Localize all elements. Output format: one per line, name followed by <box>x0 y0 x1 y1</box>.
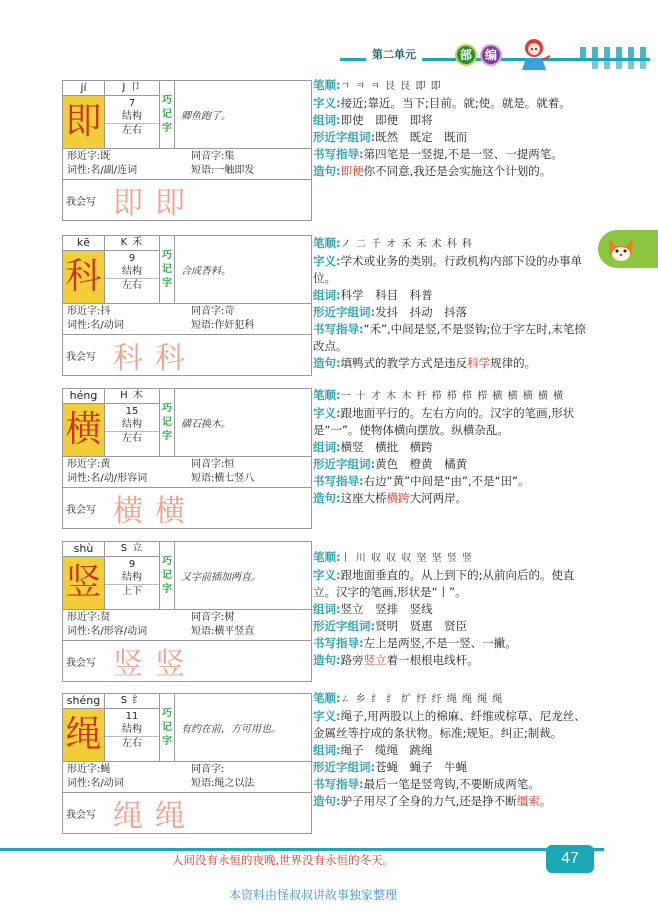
char-card-ke <box>62 235 312 376</box>
writing-guide: 最后一笔是竖弯钩,不要断成两笔。 <box>363 777 540 791</box>
part-of-speech: 词性:名/动词 <box>67 320 124 331</box>
phrase: 短语:一触即发 <box>191 165 255 176</box>
similar-char: 形近字:贤 <box>67 612 111 623</box>
sentence-highlight: 即便 <box>340 164 364 178</box>
page-number: 47 <box>546 845 594 873</box>
header-pattern-2 <box>586 61 652 69</box>
phrase: 短语:作奸犯科 <box>191 320 255 331</box>
sentence-rest: 着一根根电线杆。 <box>386 653 479 667</box>
meaning: 绳子,用两股以上的棉麻、纤维或棕草、尼龙丝、金属丝等拧成的条状物。标准;规矩。纠正;制裁。 <box>313 709 586 740</box>
pinyin: shéng <box>63 694 104 709</box>
phrase: 短语:横平竖直 <box>191 626 255 637</box>
detail-panel-ji: 笔顺:ㄱ ㅋ ㅋ 艮 艮 即 即 字义:接近;靠近。当下;目前。就;使。就是。就着。 组词:即使 即便 即将 形近字组词:既然 既定 既而 书写指导:第四笔是一竖提,不是一竖、一提两笔。 造句:即便你不同意,我还是会实施这个计划的。 <box>313 78 571 178</box>
mnemonic: 合成香料。 <box>174 236 311 303</box>
sentence-pre: 路旁 <box>340 653 364 667</box>
word-combos: 横竖 横批 横跨 <box>340 440 433 454</box>
pinyin: héng <box>63 389 104 404</box>
word-combos: 科学 科目 科普 <box>340 288 433 302</box>
qiao-ji-zi-label: 巧 记 字 <box>162 402 172 442</box>
similar-char-words: 发抖 抖动 抖落 <box>375 305 468 319</box>
stroke-count: 11 <box>125 711 139 722</box>
mnemonic: 卿鱼跑了。 <box>174 81 311 148</box>
practice-char: 竖 <box>113 647 143 682</box>
homophone: 同音字: <box>191 764 225 775</box>
stroke-order: 丨 川 収 収 収 坚 坚 竖 竖 <box>340 553 474 564</box>
structure-type: 左右 <box>105 736 159 761</box>
write-label: 我会写 <box>66 196 96 208</box>
write-label: 我会写 <box>66 504 96 516</box>
practice-char: 科 <box>155 341 185 376</box>
similar-char: 形近字:蝇 <box>67 764 111 775</box>
write-label: 我会写 <box>66 809 96 821</box>
main-character: 绳 <box>63 709 104 761</box>
similar-char-words: 黄色 橙黄 橘黄 <box>375 457 468 471</box>
index-radical: S 纟 <box>105 694 159 709</box>
homophone: 同音字:恒 <box>191 459 235 470</box>
main-character: 科 <box>63 251 104 303</box>
index-radical: H 木 <box>105 389 159 404</box>
side-tab <box>598 230 658 268</box>
main-character: 即 <box>63 96 104 148</box>
mnemonic: 有约在前，方可用也。 <box>174 694 311 761</box>
badge-bu: 部 <box>455 44 477 66</box>
index-radical: K 禾 <box>105 236 159 251</box>
sentence-rest: 规律的。 <box>490 356 537 370</box>
structure-label: 结构 <box>122 419 142 430</box>
main-character: 竖 <box>63 557 104 609</box>
header-pattern <box>580 47 646 61</box>
stroke-order: 一 十 才 木 木 杆 栉 栉 栉 栉 横 横 横 横 横 <box>340 391 565 402</box>
char-card-heng <box>62 388 312 529</box>
structure-label: 结构 <box>122 266 142 277</box>
index-radical: J 卩 <box>105 81 159 96</box>
qiao-ji-zi-label: 巧 记 字 <box>162 94 172 134</box>
stroke-order: ㄥ 乡 纟 纟 纩 纾 纾 绳 绳 绳 绳 <box>340 694 504 705</box>
similar-char-words: 既然 既定 既而 <box>375 130 468 144</box>
part-of-speech: 词性:名/动/形容词 <box>67 473 148 484</box>
qiao-ji-zi-label: 巧 记 字 <box>162 249 172 289</box>
practice-char: 科 <box>113 341 143 376</box>
practice-char: 横 <box>113 494 143 529</box>
word-combos: 即使 即便 即将 <box>340 113 433 127</box>
part-of-speech: 词性:名/形容/动词 <box>67 626 148 637</box>
structure-label: 结构 <box>122 724 142 735</box>
detail-panel-sheng: 笔顺:ㄥ 乡 纟 纟 纩 纾 纾 绳 绳 绳 绳 字义:绳子,用两股以上的棉麻、纤维或棕草、尼龙丝、金属丝等拧成的条状物。标准;规矩。纠正;制裁。 组词:绳子 缆绳 跳绳 形近字组词:苍蝇 蝇子 牛蝇 书写指导:最后一笔是竖弯钩,不要断成两笔。 造句:驴子用尽了全身的力气,还是挣不断缰索。 <box>313 691 586 808</box>
stroke-order: ㄱ ㅋ ㅋ 艮 艮 即 即 <box>340 81 442 92</box>
structure-label: 结构 <box>122 111 142 122</box>
meaning: 学术或业务的类别。行政机构内部下设的办事单位。 <box>313 254 583 285</box>
structure-label: 结构 <box>122 572 142 583</box>
phrase: 短语:横七竖八 <box>191 473 255 484</box>
stroke-order: ノ 二 千 オ 禾 禾 术 科 科 <box>340 239 474 250</box>
similar-char: 形近字:黄 <box>67 459 111 470</box>
detail-panel-ke: 笔顺:ノ 二 千 オ 禾 禾 术 科 科 字义:学术或业务的类别。行政机构内部下设的办事单位。 组词:科学 科目 科普 形近字组词:发抖 抖动 抖落 书写指导:“禾”,中间是竖,不是竖钩;位于字左时,末笔捺改点。 造句:填鸭式的教学方式是违反科学规律的。 <box>313 236 586 370</box>
detail-panel-heng: 笔顺:一 十 才 木 木 杆 栉 栉 栉 栉 横 横 横 横 横 字义:跟地面平行的。左右方向的。汉字的笔画,形状是“一”。使物体横向摆放。纵横杂乱。 组词:横竖 横批 横跨 形近字组词:黄色 橙黄 橘黄 书写指导:右边“黄”中间是“由”,不是“田”。 造句:这座大桥横跨大河两岸。 <box>313 388 575 505</box>
stroke-count: 7 <box>128 98 136 109</box>
mnemonic: 磺石换木。 <box>174 389 311 456</box>
sentence-rest: 大河两岸。 <box>409 491 468 505</box>
qiao-ji-zi-label: 巧 记 字 <box>162 707 172 747</box>
sentence-highlight: 科学 <box>467 356 491 370</box>
part-of-speech: 词性:名/副/连词 <box>67 165 138 176</box>
word-combos: 竖立 竖排 竖线 <box>340 602 433 616</box>
writing-guide: 右边“黄”中间是“由”,不是“田”。 <box>363 474 530 488</box>
detail-panel-shu: 笔顺:丨 川 収 収 収 坚 坚 竖 竖 字义:跟地面垂直的。从上到下的;从前向后的。使直立。汉字的笔画,形状是“丨”。 组词:竖立 竖排 竖线 形近字组词:贤明 贤惠 贤臣 书写指导:左上是两竖,不是一竖、一撇。 造句:路旁竖立着一根根电线杆。 <box>313 550 575 667</box>
footer-credit: 本资料由怪叔叔讲故事独家整理 <box>229 888 398 902</box>
part-of-speech: 词性:名/动词 <box>67 778 124 789</box>
structure-type: 上下 <box>105 584 159 609</box>
practice-char: 竖 <box>155 647 185 682</box>
pinyin: shù <box>63 542 104 557</box>
structure-type: 左右 <box>105 278 159 303</box>
meaning: 跟地面平行的。左右方向的。汉字的笔画,形状是“一”。使物体横向摆放。纵横杂乱。 <box>313 406 575 437</box>
footer-quote: 人间没有永恒的夜晚,世界没有永恒的冬天。 <box>172 853 395 867</box>
similar-char-words: 贤明 贤惠 贤臣 <box>375 619 468 633</box>
practice-char: 即 <box>155 186 185 221</box>
mascot-icon <box>516 36 552 72</box>
mnemonic: 又字前插加两直。 <box>174 542 311 609</box>
index-radical: S 立 <box>105 542 159 557</box>
similar-char-words: 苍蝇 蝇子 牛蝇 <box>375 760 468 774</box>
sentence-rest: 。 <box>539 794 552 808</box>
stroke-count: 15 <box>125 406 139 417</box>
meaning: 跟地面垂直的。从上到下的;从前向后的。使直立。汉字的笔画,形状是“丨”。 <box>313 568 575 599</box>
homophone: 同音字:集 <box>191 151 235 162</box>
write-label: 我会写 <box>66 351 96 363</box>
stroke-count: 9 <box>128 253 136 264</box>
pinyin: jí <box>63 81 104 96</box>
meaning: 接近;靠近。当下;目前。就;使。就是。就着。 <box>340 96 571 110</box>
practice-char: 绳 <box>155 799 185 834</box>
badge-bian: 编 <box>480 44 502 66</box>
page-header <box>340 44 658 74</box>
word-combos: 绳子 缆绳 跳绳 <box>340 743 433 757</box>
similar-char: 形近字:既 <box>67 151 111 162</box>
unit-title: 第二单元 <box>366 46 422 62</box>
sentence-highlight: 横跨 <box>386 491 410 505</box>
sentence-pre: 这座大桥 <box>340 491 387 505</box>
char-card-shu <box>62 541 312 682</box>
fox-icon <box>604 232 638 266</box>
structure-type: 左右 <box>105 123 159 148</box>
stroke-count: 9 <box>128 559 136 570</box>
char-card-sheng <box>62 693 312 834</box>
sentence-highlight: 缰索 <box>516 794 540 808</box>
write-label: 我会写 <box>66 657 96 669</box>
practice-char: 绳 <box>113 799 143 834</box>
sentence-rest: 你不同意,我还是会实施这个计划的。 <box>363 164 552 178</box>
qiao-ji-zi-label: 巧 记 字 <box>162 555 172 595</box>
pinyin: kē <box>63 236 104 251</box>
sentence-highlight: 竖立 <box>363 653 387 667</box>
writing-guide: 第四笔是一竖提,不是一竖、一提两笔。 <box>363 147 563 161</box>
structure-type: 左右 <box>105 431 159 456</box>
sentence-pre: 驴子用尽了全身的力气,还是挣不断 <box>340 794 517 808</box>
similar-char: 形近字:抖 <box>67 306 111 317</box>
homophone: 同音字:树 <box>191 612 235 623</box>
homophone: 同音字:苛 <box>191 306 235 317</box>
writing-guide: “禾”,中间是竖,不是竖钩;位于字左时,末笔捺改点。 <box>313 322 586 353</box>
practice-char: 横 <box>155 494 185 529</box>
phrase: 短语:绳之以法 <box>191 778 255 789</box>
practice-char: 即 <box>113 186 143 221</box>
char-card-ji <box>62 80 312 221</box>
writing-guide: 左上是两竖,不是一竖、一撇。 <box>363 636 517 650</box>
footer-rule <box>0 848 604 851</box>
sentence-pre: 填鸭式的教学方式是违反 <box>340 356 468 370</box>
main-character: 横 <box>63 404 104 456</box>
